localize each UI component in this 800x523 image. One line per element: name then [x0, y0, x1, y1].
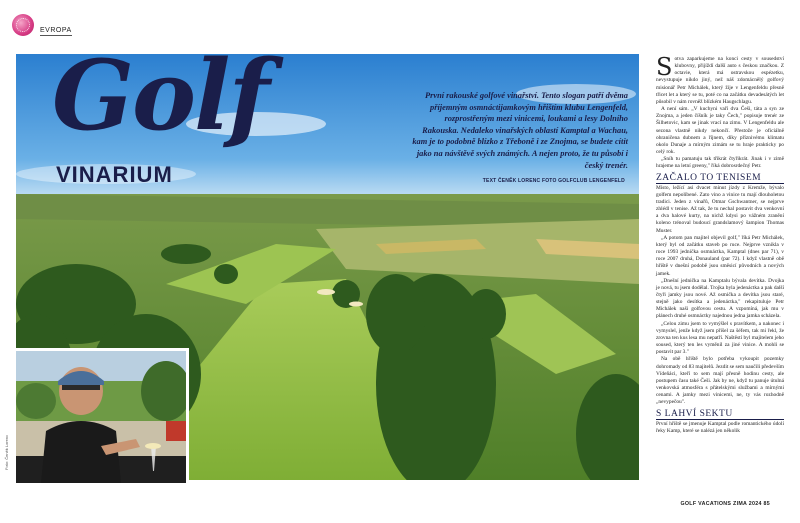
section-header: [12, 14, 72, 36]
section-label: EVROPA: [40, 26, 72, 34]
globe-icon: [12, 14, 34, 36]
paragraph: „Dnešní jednička na Kamptalu bývala devítka. Dvojka je nová, tu jsem dodělal. Trojka byla jedenáctka a pak další čtyři jamky jsou nové. Až osmička a devítka jsou staré, stejně jako desítka a jedenáctka," rekapituluje Petr Michálek naši golfovou cestu. A vzpomíná, jak mu v plánech druhé osmnáctky najednou jedna jamka scházela.: [656, 277, 784, 320]
paragraph: „Celou zimu jsem to vymýšlel s pravítkem, a nakonec i vymyslel, jenže když jsem přišel za šéfem, tak mi řekl, že zrovna ten kus lesa mu nepatří. Naštěstí byl majitelem jeho soused, který ten les vyměnil za jiné vinice. A mohli se postavit par 3.": [656, 320, 784, 356]
article-column: [656, 53, 784, 435]
author-credit: TEXT ČENĚK LORENC FOTO GOLFCLUB LENGENFELD: [482, 178, 625, 184]
trainer-illustration: [16, 351, 186, 483]
subheading: S LAHVÍ SEKTU: [656, 411, 784, 420]
inset-photo-trainer: [16, 348, 189, 483]
headline-vinarium: VINARIUM: [56, 162, 173, 187]
drop-cap: S: [656, 53, 673, 81]
paragraph: A není sám. „V kuchyni vaří dva Češi, táta a syn ze Znojma, a jeden číšník je taky Čech," popisuje trenér ze Šilhetovic, kam se jinak vrací na zimu. V Lengenfeldu ale sezona vlastně nikdy nekončí. Přestože je oficiálně ohraničena dubnem a říjnem, díky příznivému klimatu okolo Dunaje a mírným zimám se tu hraje prakticky po celý rok.: [656, 106, 784, 156]
caption-inset: Trenér Petr Michálek: [197, 488, 239, 493]
caption-main: Hřiště Donauland v sousedství vinic: [538, 488, 610, 493]
paragraph: „Sníh tu pamatuju tak třikrát čtyřikrát. Jinak i v zimě hrajeme na letní greeny," říká dobrosrdečný Petr.: [656, 156, 784, 170]
subheading: ZAČALO TO TENISEM: [656, 175, 784, 184]
page-folio: GOLF VACATIONS ZIMA 2024 85: [680, 501, 770, 507]
headline-golf: Golf: [52, 54, 268, 152]
paragraph: Na obě hřiště bylo potřeba vykoupit pozemky dohromady od 83 majitelů. Jezdit se sem naučili především Vídeňáci, kteří to sem mají přesně hodinu cesty, ale postupem času také Češi. Jak by ne, když tu panuje útulná venkovská atmosféra s přátelskými službami a mírnými cenami. A jamky mezi vinicemi, ne, ty vás rozhodně „nevypečou".: [656, 356, 784, 406]
paragraph: Místo, ležící asi dvacet minut jízdy z Kremže, bývalo golfem nepolíbené. Zato vino a vinice tu mají dlouholetou tradici. Jeden z vinařů, Otmar Gschwantner, se nejprve zhlédl v tenise. Až tak, že tu nechal postavit dva venkovní a dva halové kurty, na nichž kdysi po vážném zranění koleno trénoval budoucí grandslamový šampion Thomas Muster.: [656, 184, 784, 234]
paragraph: „A potom pan majitel objevil golf," říká Petr Michálek, který byl od začátku staveb po ruce. Nejprve vznikla v roce 1993 jednička osmnáctka, Kamptal (dnes par 71), v roce 2007 druhá, Donauland (par 72). I když vlastně obě hřiště v dnešní podobě jsou směsicí původních a nových jamek.: [656, 234, 784, 277]
photo-credit: Foto: Čeněk Lorenc: [4, 434, 9, 470]
paragraph: První hřiště se jmenuje Kamptal podle romantického údolí řeky Kamp, které se nalézá jen několik: [656, 420, 784, 434]
lead-paragraph: První rakouské golfové vinařství. Tento slogan patří dvěma příjemným osmnáctijamkovým hřištím klubu Lengenfeld, rozprostřeným mezi vinicemi, loukami a lesy Dolního Rakouska. Nedaleko vinařských oblastí Kamptal a Wachau, kam je to podobně blízko z Třeboně i ze Znojma, se budete cítit jako na návštěvě svých známých. A nejen proto, že tu působí i český trenér.: [412, 91, 628, 170]
paragraph: otva zaparkujeme na konci cesty v sousedství klubovny, přijíždí další auto s českou značkou. Z octavie, která má ostravskou espézetku, nevystupuje nikdo jiný, než náš zdomácnělý golfový misionář Petr Michálek, který žije v Lengenfeldu přesně třicet let a který se tu, poté co na začátku devadesátých let působil v nám rovněž blízkém Haugschlagu.: [656, 56, 784, 105]
